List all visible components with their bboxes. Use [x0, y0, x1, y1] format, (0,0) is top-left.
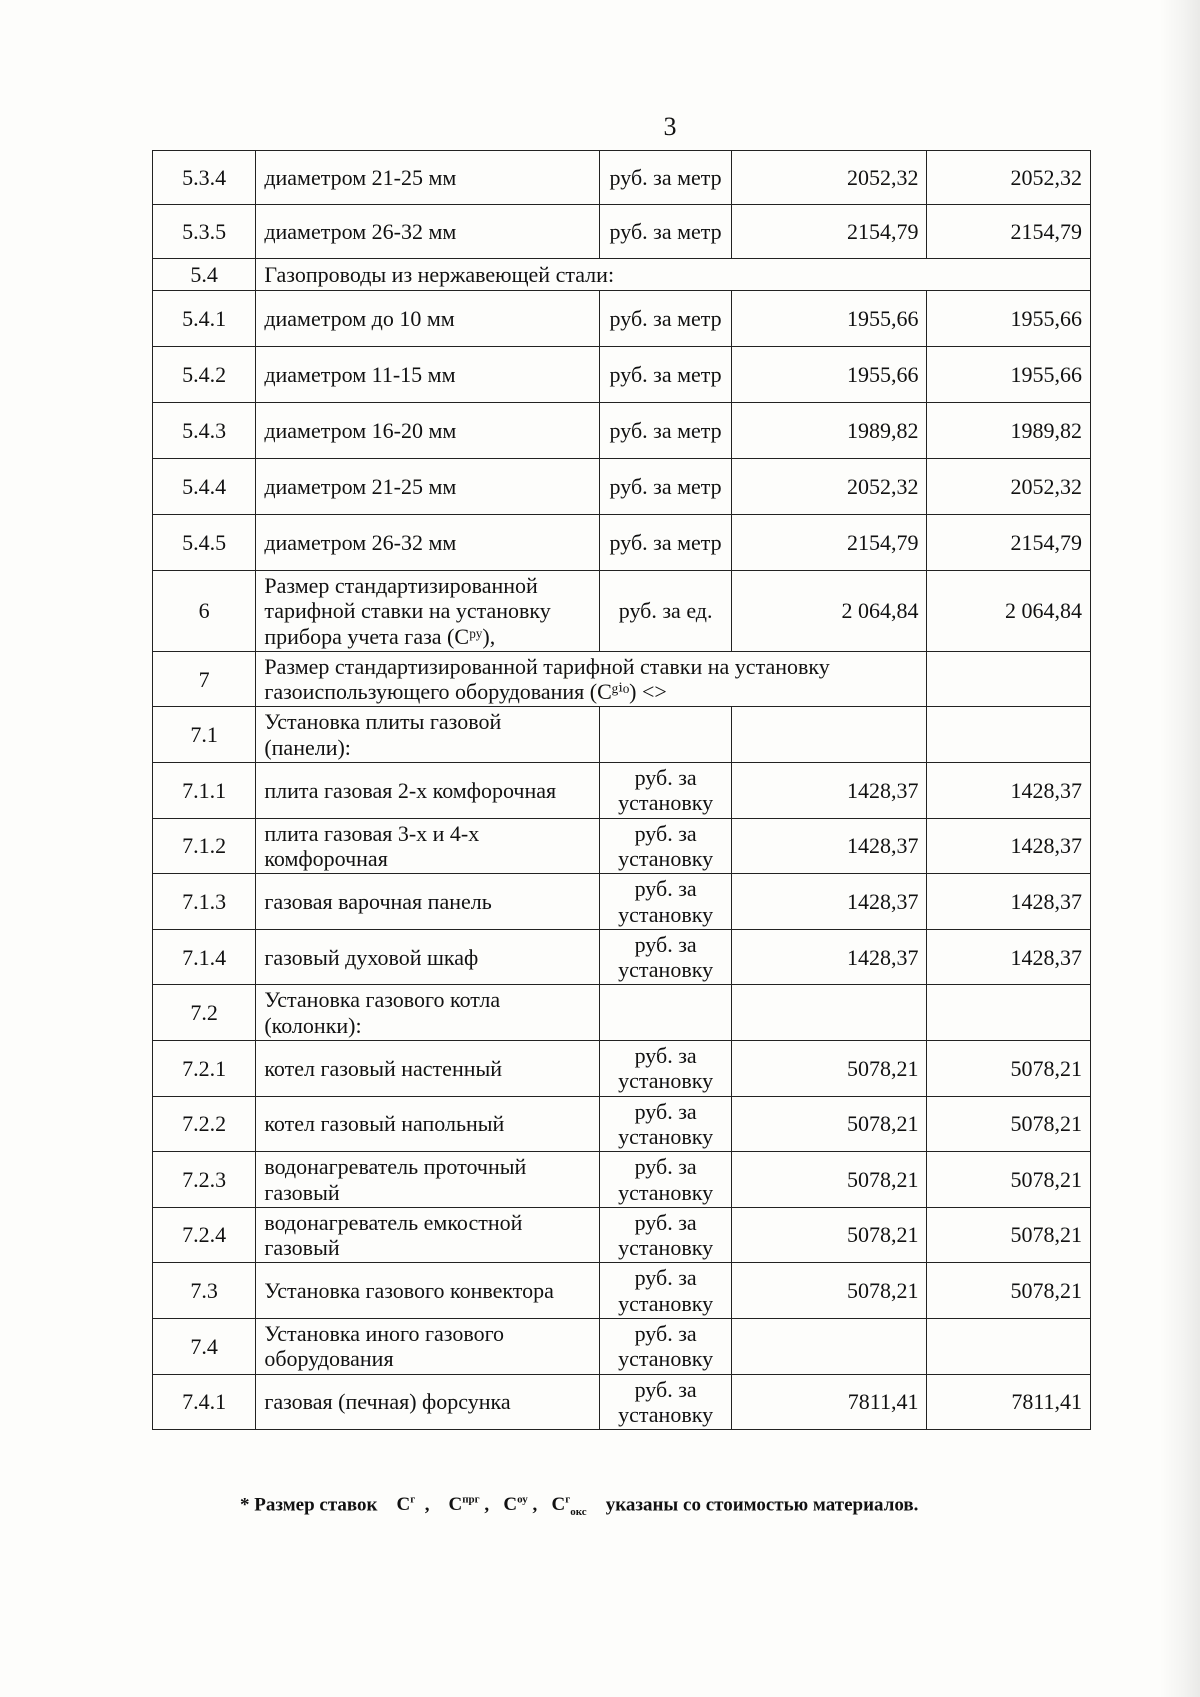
row-name: водонагреватель проточный газовый	[256, 1152, 600, 1208]
row-unit: руб. за ед.	[600, 571, 731, 652]
row-number: 5.4.2	[153, 347, 256, 403]
row-number: 6	[153, 571, 256, 652]
table-row	[153, 1374, 1091, 1430]
table-row	[153, 459, 1091, 515]
footnote-suffix: указаны со стоимостью материалов.	[605, 1494, 919, 1516]
row-value-1: 2154,79	[731, 205, 927, 259]
row-unit: руб. за установку	[600, 1319, 731, 1375]
table-row	[153, 403, 1091, 459]
row-unit: руб. за установку	[600, 818, 731, 874]
footnote-rate-2: $C^{прг}$	[448, 1494, 480, 1516]
scan-edge	[1160, 0, 1200, 1697]
row-number: 7.1.2	[153, 818, 256, 874]
footnote-rate-3: $C^{оу}$	[503, 1494, 528, 1516]
row-value-2: 1955,66	[927, 347, 1091, 403]
row-value-2: 2154,79	[927, 515, 1091, 571]
row-value-1: 2 064,84	[731, 571, 927, 652]
row-unit: руб. за установку	[600, 1096, 731, 1152]
row-value-2: 1955,66	[927, 291, 1091, 347]
row-value-2: 5078,21	[927, 1096, 1091, 1152]
row-number: 5.3.5	[153, 205, 256, 259]
row-unit: руб. за метр	[600, 205, 731, 259]
row-value-2: 1428,37	[927, 929, 1091, 985]
row-value-1	[731, 707, 927, 763]
row-value-2: 2154,79	[927, 205, 1091, 259]
row-value-2: 5078,21	[927, 1207, 1091, 1263]
row-value-2: 7811,41	[927, 1374, 1091, 1430]
row-value-2: 1428,37	[927, 763, 1091, 819]
row-value-1: 5078,21	[731, 1207, 927, 1263]
row-number: 7.2.1	[153, 1041, 256, 1097]
row-number: 5.3.4	[153, 151, 256, 205]
row-name: газовая варочная панель	[256, 874, 600, 930]
row-value-1: 7811,41	[731, 1374, 927, 1430]
row-value-1: 1428,37	[731, 763, 927, 819]
row-number: 7.2.4	[153, 1207, 256, 1263]
table-row	[153, 151, 1091, 205]
row-name: Размер стандартизированной тарифной ставки на установку газоиспользующего оборудования (Cᵍⁱᵒ) <>	[256, 651, 927, 707]
row-value-2: 5078,21	[927, 1041, 1091, 1097]
row-number: 7.4	[153, 1319, 256, 1375]
table-row	[153, 291, 1091, 347]
row-unit: руб. за метр	[600, 151, 731, 205]
table-row	[153, 818, 1091, 874]
row-name: газовый духовой шкаф	[256, 929, 600, 985]
row-value-2	[927, 1319, 1091, 1375]
row-unit: руб. за метр	[600, 403, 731, 459]
row-value-2: 1428,37	[927, 818, 1091, 874]
row-value-2: 5078,21	[927, 1152, 1091, 1208]
row-name: Газопроводы из нержавеющей стали:	[256, 259, 1091, 291]
row-unit: руб. за установку	[600, 763, 731, 819]
tariff-table	[152, 150, 1091, 1430]
row-unit	[600, 707, 731, 763]
row-value-1	[731, 985, 927, 1041]
table-row	[153, 1041, 1091, 1097]
table-row	[153, 929, 1091, 985]
row-value-2: 2 064,84	[927, 571, 1091, 652]
row-name: плита газовая 2-х комфорочная	[256, 763, 600, 819]
row-name: водонагреватель емкостной газовый	[256, 1207, 600, 1263]
row-unit: руб. за установку	[600, 929, 731, 985]
row-unit: руб. за метр	[600, 347, 731, 403]
row-value-1: 2154,79	[731, 515, 927, 571]
row-number: 5.4.5	[153, 515, 256, 571]
row-value-1: 1955,66	[731, 347, 927, 403]
row-name: Установка газового конвектора	[256, 1263, 600, 1319]
row-name: диаметром 21-25 мм	[256, 459, 600, 515]
table-row	[153, 1096, 1091, 1152]
row-unit: руб. за установку	[600, 1263, 731, 1319]
row-unit	[600, 985, 731, 1041]
row-number: 7	[153, 651, 256, 707]
table-row	[153, 651, 1091, 707]
table-row	[153, 515, 1091, 571]
row-number: 7.1.1	[153, 763, 256, 819]
row-value-2: 1428,37	[927, 874, 1091, 930]
table-row	[153, 205, 1091, 259]
table-row	[153, 985, 1091, 1041]
footnote: * Размер ставок $C^г$ , $C^{прг}$ , $C^{оу}$ , $C^г_{окс}$ указаны со стоимостью материалов.	[240, 1494, 919, 1519]
table-row	[153, 874, 1091, 930]
row-number: 7.3	[153, 1263, 256, 1319]
table-row	[153, 707, 1091, 763]
row-value-1	[731, 1319, 927, 1375]
footnote-prefix: * Размер ставок	[240, 1494, 378, 1516]
table-row	[153, 259, 1091, 291]
row-value-2	[927, 651, 1091, 707]
row-value-2: 5078,21	[927, 1263, 1091, 1319]
row-name: Установка иного газового оборудования	[256, 1319, 600, 1375]
row-number: 7.4.1	[153, 1374, 256, 1430]
table-row	[153, 571, 1091, 652]
row-value-1: 5078,21	[731, 1263, 927, 1319]
row-number: 7.1.3	[153, 874, 256, 930]
table-row	[153, 1207, 1091, 1263]
row-value-1: 5078,21	[731, 1041, 927, 1097]
row-value-2	[927, 707, 1091, 763]
table-row	[153, 1319, 1091, 1375]
row-name: плита газовая 3-х и 4-х комфорочная	[256, 818, 600, 874]
row-name: диаметром до 10 мм	[256, 291, 600, 347]
page-number: 3	[663, 112, 677, 141]
row-value-1: 1989,82	[731, 403, 927, 459]
row-name: диаметром 21-25 мм	[256, 151, 600, 205]
row-number: 5.4.3	[153, 403, 256, 459]
row-value-1: 1428,37	[731, 818, 927, 874]
row-unit: руб. за установку	[600, 1152, 731, 1208]
row-name: диаметром 11-15 мм	[256, 347, 600, 403]
footnote-rate-4: $C^г_{окс}$	[551, 1494, 587, 1519]
row-name: газовая (печная) форсунка	[256, 1374, 600, 1430]
row-value-1: 1428,37	[731, 929, 927, 985]
row-name: Размер стандартизированной тарифной ставки на установку прибора учета газа (Cᵖʸ),	[256, 571, 600, 652]
row-name: Установка газового котла (колонки):	[256, 985, 600, 1041]
row-number: 7.2.3	[153, 1152, 256, 1208]
table-row	[153, 1263, 1091, 1319]
row-number: 7.2	[153, 985, 256, 1041]
row-unit: руб. за установку	[600, 874, 731, 930]
row-unit: руб. за установку	[600, 1207, 731, 1263]
row-unit: руб. за метр	[600, 291, 731, 347]
footnote-rate-1: $C^г$	[396, 1494, 416, 1516]
row-unit: руб. за установку	[600, 1374, 731, 1430]
row-number: 7.1.4	[153, 929, 256, 985]
row-number: 7.1	[153, 707, 256, 763]
row-unit: руб. за метр	[600, 515, 731, 571]
row-value-1: 1955,66	[731, 291, 927, 347]
table-row	[153, 1152, 1091, 1208]
row-number: 5.4.1	[153, 291, 256, 347]
row-value-2: 2052,32	[927, 151, 1091, 205]
row-value-2: 2052,32	[927, 459, 1091, 515]
row-name: котел газовый напольный	[256, 1096, 600, 1152]
row-name: диаметром 16-20 мм	[256, 403, 600, 459]
row-number: 5.4.4	[153, 459, 256, 515]
row-value-1: 2052,32	[731, 459, 927, 515]
row-number: 7.2.2	[153, 1096, 256, 1152]
row-number: 5.4	[153, 259, 256, 291]
row-name: Установка плиты газовой (панели):	[256, 707, 600, 763]
table-row	[153, 763, 1091, 819]
row-value-2	[927, 985, 1091, 1041]
row-value-1: 5078,21	[731, 1152, 927, 1208]
row-value-1: 2052,32	[731, 151, 927, 205]
row-value-1: 1428,37	[731, 874, 927, 930]
row-value-2: 1989,82	[927, 403, 1091, 459]
row-unit: руб. за метр	[600, 459, 731, 515]
row-name: котел газовый настенный	[256, 1041, 600, 1097]
row-unit: руб. за установку	[600, 1041, 731, 1097]
row-value-1: 5078,21	[731, 1096, 927, 1152]
row-name: диаметром 26-32 мм	[256, 205, 600, 259]
table-row	[153, 347, 1091, 403]
row-name: диаметром 26-32 мм	[256, 515, 600, 571]
